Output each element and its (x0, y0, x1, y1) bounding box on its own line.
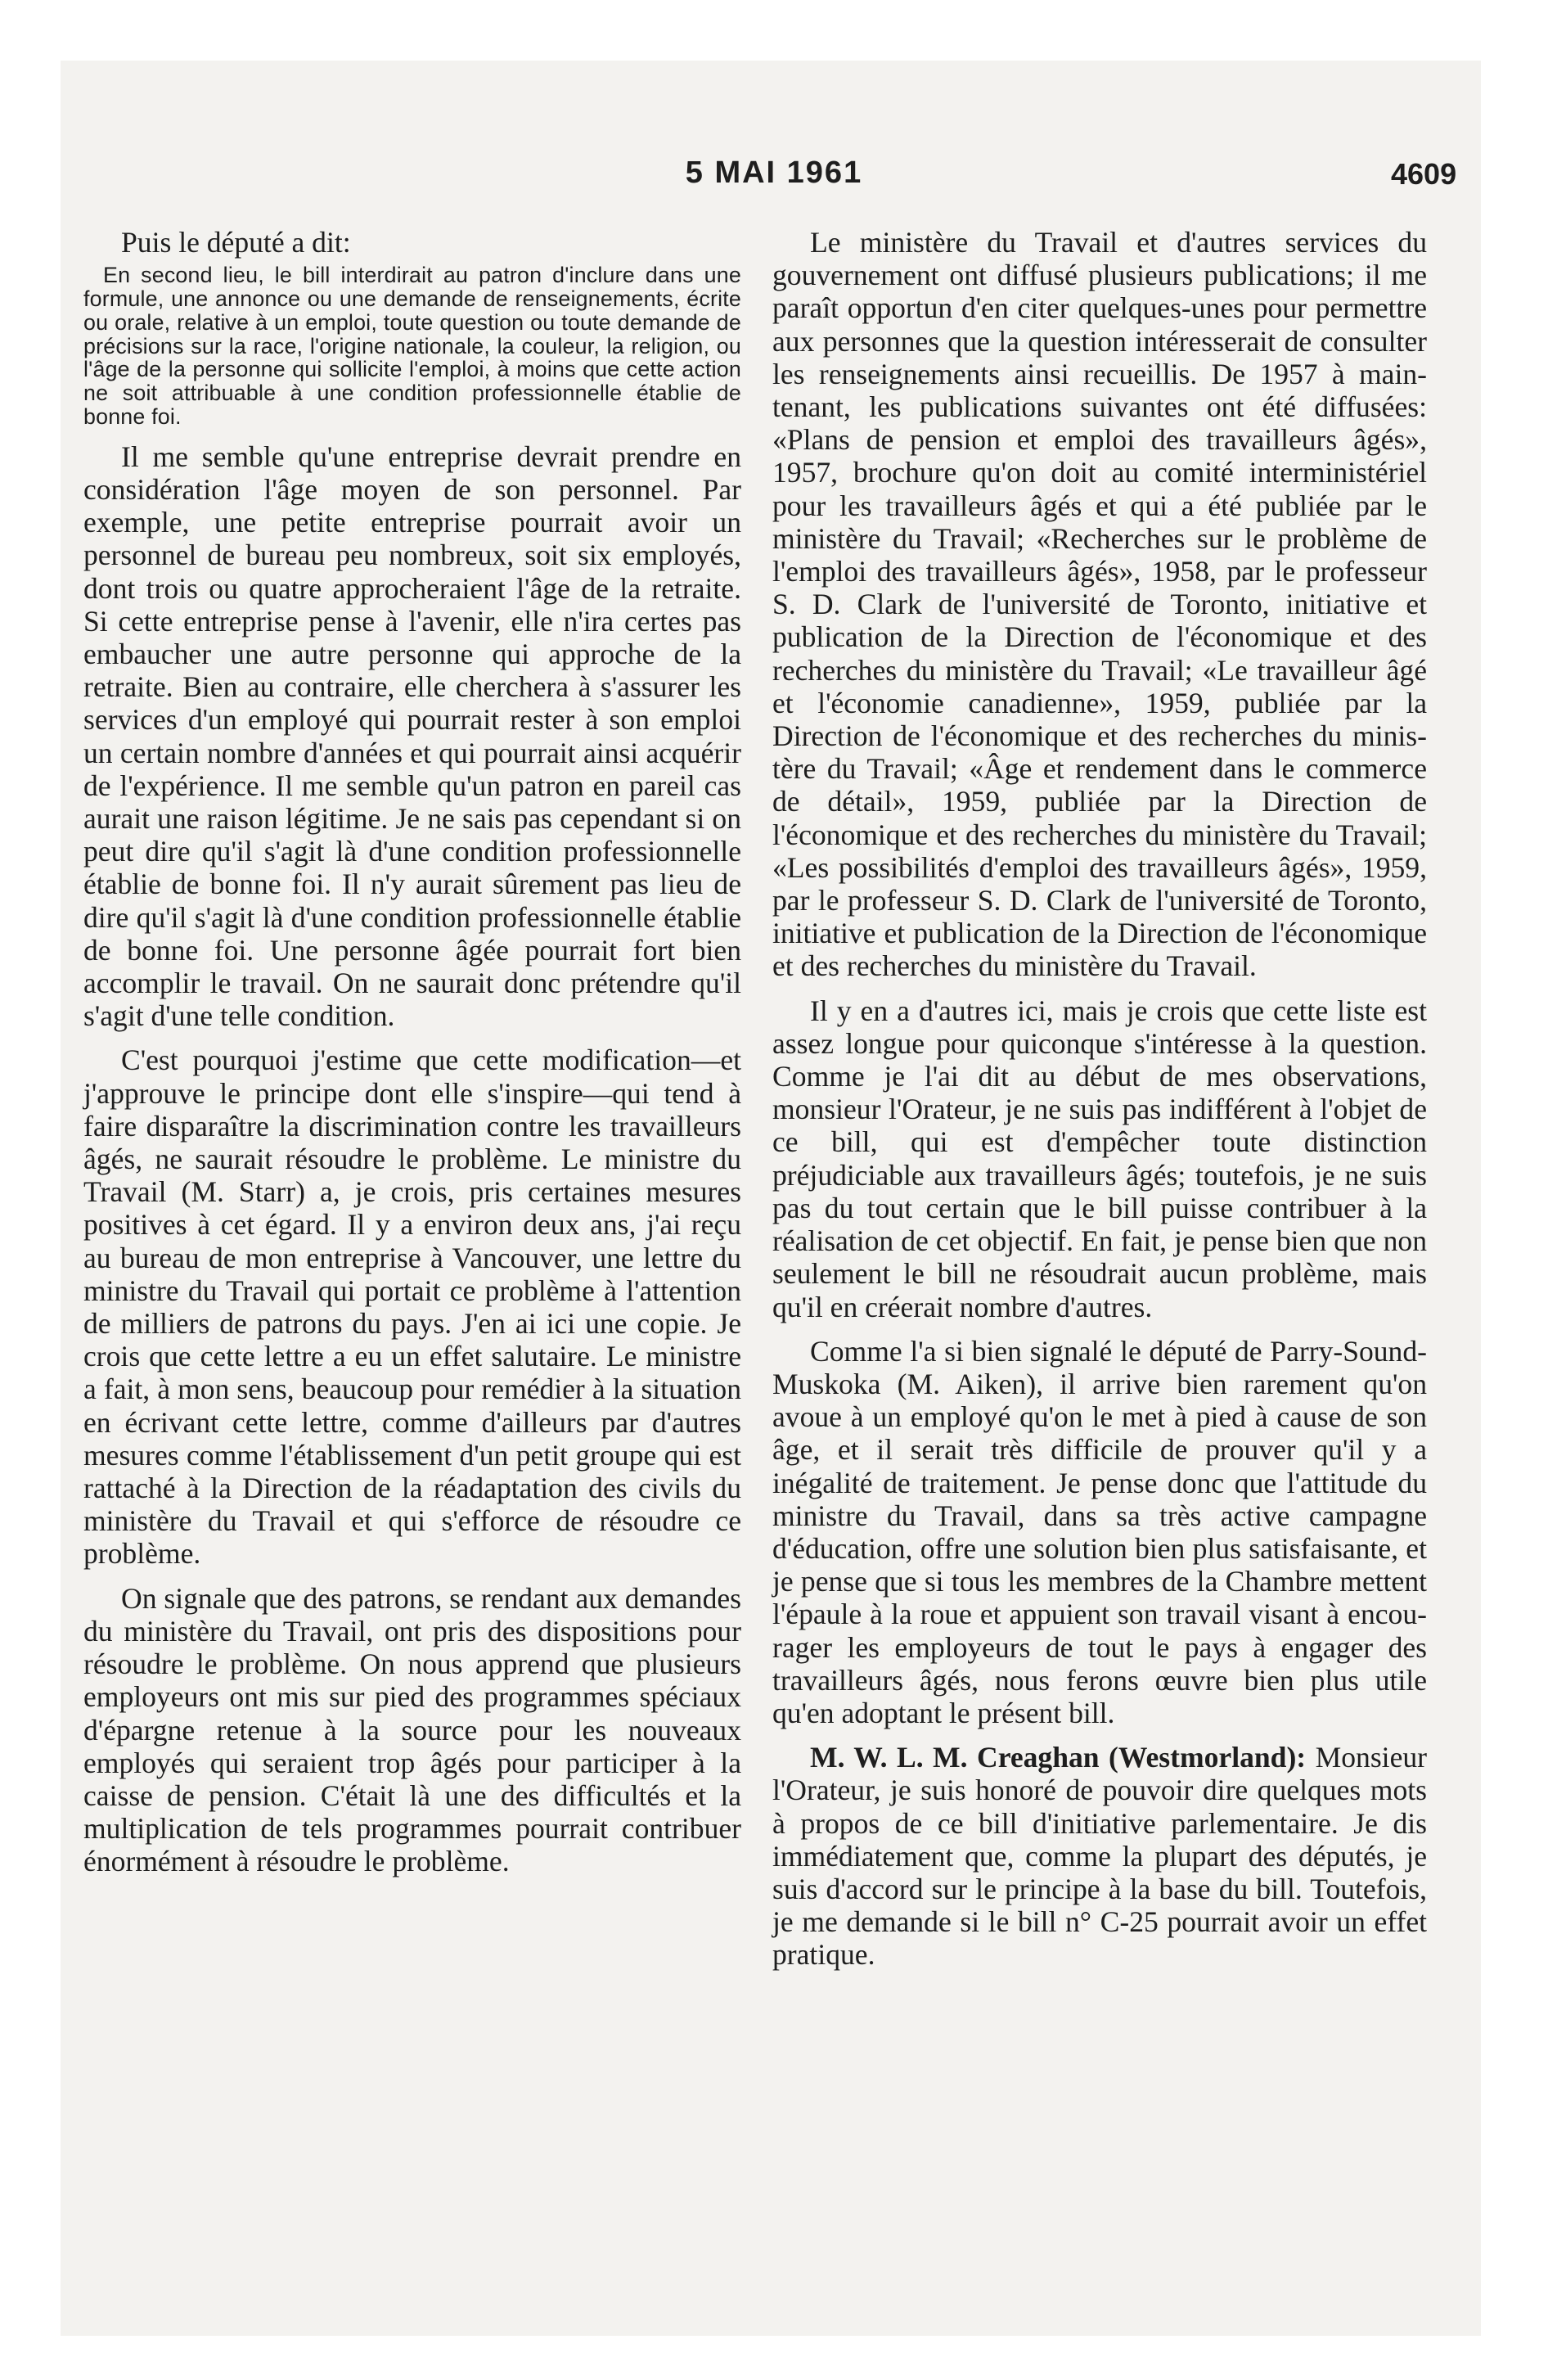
speech-paragraph (772, 1741, 1427, 1971)
intro-line: Puis le député a dit: (121, 226, 351, 259)
right-column (772, 226, 1427, 1983)
paragraph: On signale que des patrons, se rendant aux demandes du ministère du Travail, ont pris des dispositions pour résoudre le problème. On nous apprend que plusieurs employeurs ont mis sur pied des programmes spéciaux d'épargne retenue à la source pour les nouveaux employés qui seraient trop âgés pour participer à la caisse de pension. C'était là une des difficultés et la multiplication de tels programmes pourrait contribuer énormément à résoudre le problème. (83, 1581, 741, 1878)
page-number: 4609 (1391, 157, 1457, 191)
paragraph: Il y en a d'autres ici, mais je crois que cette liste est assez longue pour quiconque s'intéresse à la question. Comme je l'ai dit au début de mes observations, monsieur l'Orateur, je ne suis pas indifférent à l'objet de ce bill, qui est d'empêcher toute distinction préjudiciable aux travailleurs âgés; toutefois, je ne suis pas du tout certain que le bill puisse contribuer à la réalisation de cet objectif. En fait, je pense bien que non seulement le bill ne résoudrait aucun problème, mais qu'il en créerait nombre d'autres. (772, 994, 1427, 1323)
speaker-name: M. W. L. M. Creaghan (Westmorland): (810, 1741, 1307, 1774)
paragraph: Le ministère du Travail et d'autres services du gouvernement ont diffusé plusieurs publications; il me paraît opportun d'en citer quelques-unes pour permettre aux personnes que la question intéresserait de consulter les renseignements ainsi recueillis. De 1957 à maintenant, les publications suivantes ont été diffusées: «Plans de pension et emploi des travailleurs âgés», 1957, brochure qu'on doit au comité interministériel pour les travailleurs âgés et qui a été publiée par le ministère du Travail; «Recherches sur le problème de l'emploi des travailleurs âgés», 1958, par le professeur S. D. Clark de l'université de Toronto, initiative et publication de la Direction de l'économique et des recherches du ministère du Travail; «Le travailleur âgé et l'économie canadienne», 1959, publiée par la Direction de l'économique et des recherches du ministère du Travail; «Âge et rendement dans le commerce de détail», 1959, publiée par la Direction de l'économique et des recherches du ministère du Travail; «Les possibilités d'emploi des travailleurs âgés», 1959, par le professeur S. D. Clark de l'université de Toronto, initiative et publication de la Direction de l'économique et des recherches du ministère du Travail. (772, 226, 1427, 983)
quoted-bill-text: En second lieu, le bill interdirait au patron d'inclure dans une formule, une annonce ou une demande de renseignements, écrite ou orale, relative à un emploi, toute question ou toute demande de précisions sur la race, l'origine nationale, la couleur, la religion, ou l'âge de la personne qui sollicite l'emploi, à moins que cette action ne soit attribuable à une condition professionnelle établie de bonne foi. (83, 263, 741, 429)
speech-text: Monsieur l'Orateur, je suis honoré de pouvoir dire quelques mots à propos de ce bill d'initiative parlementaire. Je dis immédiatement que, comme la plupart des députés, je suis d'accord sur le principe à la base du bill. Toutefois, je me demande si le bill n° C-25 pourrait avoir un effet pratique. (772, 1741, 1427, 1972)
paragraph: C'est pourquoi j'estime que cette modification—et j'approuve le principe dont elle s'inspire—qui tend à faire disparaître la discrimination contre les travailleurs âgés, ne saurait résoudre le problème. Le ministre du Travail (M. Starr) a, je crois, pris certaines mesures positives à cet égard. Il y a environ deux ans, j'ai reçu au bureau de mon entreprise à Vancouver, une lettre du ministre du Travail qui portait ce problème à l'attention de milliers de patrons du pays. J'en ai ici une copie. Je crois que cette lettre a eu un effet salutaire. Le ministre a fait, à mon sens, beaucoup pour remédier à la situation en écrivant cette lettre, comme d'ailleurs par d'autres mesures comme l'établissement d'un petit groupe qui est rattaché à la Direction de la réadaptation des civils du ministère du Travail et qui s'efforce de résoudre ce problème. (83, 1044, 741, 1571)
paragraph: Il me semble qu'une entreprise devrait prendre en considération l'âge moyen de son personnel. Par exemple, une petite entreprise pourrait avoir un personnel de bureau peu nombreux, soit six employés, dont trois ou quatre approcheraient l'âge de la retraite. Si cette entreprise pense à l'avenir, elle n'ira certes pas embaucher une autre personne qui approche de la retraite. Bien au contraire, elle cherchera à s'assurer les services d'un employé qui pourrait rester à son emploi un certain nombre d'années et qui pourrait ainsi acquérir de l'expérience. Il me semble qu'un patron en pareil cas aurait une raison légitime. Je ne sais pas cependant si on peut dire qu'il s'agit là d'une condition professionnelle établie de bonne foi. Il n'y aurait sûrement pas lieu de dire qu'il s'agit là d'une condition professionnelle établie de bonne foi. Une personne âgée pourrait fort bien accomplir le travail. On ne saurait donc prétendre qu'il s'agit d'une telle condition. (83, 439, 741, 1033)
paragraph: Comme l'a si bien signalé le député de Parry-Sound-Muskoka (M. Aiken), il arrive bien rarement qu'on avoue à un employé qu'on le met à pied à cause de son âge, et il serait très difficile de prouver qu'il y a inégalité de traitement. Je pense donc que l'attitude du ministre du Travail, dans sa très active campagne d'éducation, offre une solution bien plus satisfaisante, et je pense que si tous les membres de la Chambre mettent l'épaule à la roue et appuient son travail visant à encourager les employeurs de tout le pays à engager des travailleurs âgés, nous ferons œuvre bien plus utile qu'en adoptant le présent bill. (772, 1334, 1427, 1729)
left-column (83, 226, 741, 1890)
page-date: 5 MAI 1961 (685, 156, 863, 190)
